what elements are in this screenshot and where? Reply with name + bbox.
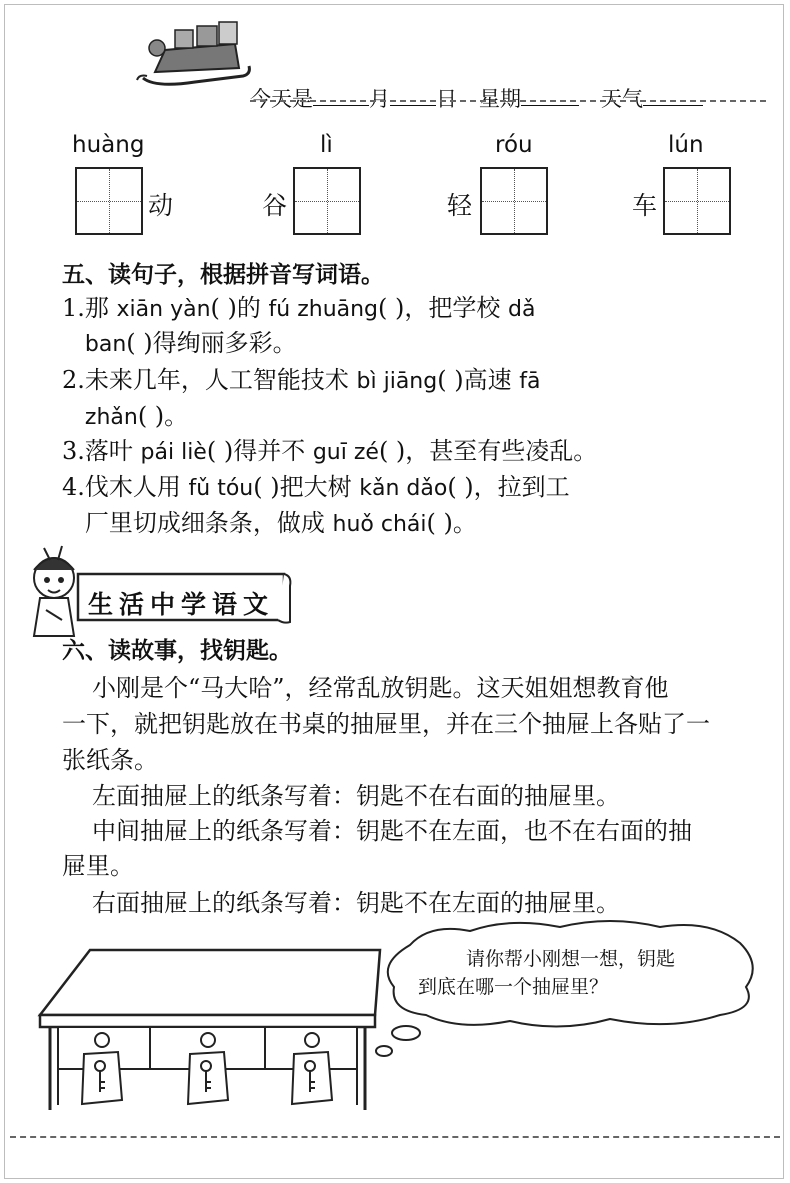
bubble-question-line2: 到底在哪一个抽屉里？ bbox=[418, 976, 609, 998]
header-divider bbox=[250, 100, 766, 102]
footer-divider bbox=[10, 1136, 780, 1138]
story-line: 屉里。 bbox=[62, 852, 134, 880]
given-character: 动 bbox=[148, 191, 174, 220]
month-label: 月 bbox=[369, 87, 390, 111]
sentence-line: 厂里切成细条条，做成 huǒ chái( )。 bbox=[62, 509, 477, 537]
bubble-question-line1: 请你帮小刚想一想，钥匙 bbox=[466, 948, 676, 970]
date-weather-line bbox=[250, 83, 703, 113]
pinyin-label: huàng bbox=[72, 132, 145, 158]
sentence-line: 1.那 xiān yàn( )的 fú zhuāng( )，把学校 dǎ bbox=[62, 294, 536, 322]
writing-box[interactable] bbox=[480, 167, 548, 235]
weekday-blank[interactable] bbox=[521, 87, 579, 106]
day-blank[interactable] bbox=[390, 87, 436, 106]
month-blank[interactable] bbox=[313, 87, 369, 106]
middle-drawer-note[interactable] bbox=[184, 1030, 232, 1110]
weekday-label: 星期 bbox=[479, 87, 521, 111]
story-line: 小刚是个“马大哈”，经常乱放钥匙。这天姐姐想教育他 bbox=[92, 674, 669, 702]
left-drawer-note[interactable] bbox=[78, 1030, 126, 1110]
sleigh-illustration bbox=[135, 20, 255, 90]
sentence-line: 2.未来几年，人工智能技术 bì jiāng( )高速 fā bbox=[62, 366, 541, 394]
pinyin-label: róu bbox=[495, 132, 533, 158]
right-drawer-note[interactable] bbox=[288, 1030, 336, 1110]
sentence-line: 3.落叶 pái liè( )得并不 guī zé( )，甚至有些凌乱。 bbox=[62, 437, 598, 465]
sentence-line: ban( )得绚丽多彩。 bbox=[84, 329, 297, 357]
day-label: 日 bbox=[436, 87, 457, 111]
section-5-title: 五、读句子，根据拼音写词语。 bbox=[62, 262, 384, 288]
given-character: 轻 bbox=[447, 191, 473, 220]
story-line: 左面抽屉上的纸条写着：钥匙不在右面的抽屉里。 bbox=[92, 782, 620, 810]
banner-title: 生活中学语文 bbox=[88, 590, 275, 619]
story-line: 中间抽屉上的纸条写着：钥匙不在左面，也不在右面的抽 bbox=[92, 817, 692, 845]
story-line: 一下，就把钥匙放在书桌的抽屉里，并在三个抽屉上各贴了一 bbox=[62, 710, 710, 738]
sentence-line: 4.伐木人用 fǔ tóu( )把大树 kǎn dǎo( )，拉到工 bbox=[62, 473, 570, 501]
given-character: 车 bbox=[632, 191, 658, 220]
weather-blank[interactable] bbox=[643, 87, 703, 106]
story-line: 右面抽屉上的纸条写着：钥匙不在左面的抽屉里。 bbox=[92, 889, 620, 917]
section-6-title: 六、读故事，找钥匙。 bbox=[62, 638, 292, 664]
weather-label: 天气 bbox=[601, 87, 643, 111]
story-line: 张纸条。 bbox=[62, 746, 158, 774]
pinyin-label: lún bbox=[668, 132, 704, 158]
pinyin-label: lì bbox=[320, 132, 333, 158]
given-character: 谷 bbox=[262, 191, 288, 220]
writing-box[interactable] bbox=[293, 167, 361, 235]
writing-box[interactable] bbox=[663, 167, 731, 235]
sentence-line: zhǎn( )。 bbox=[84, 402, 189, 430]
today-label: 今天是 bbox=[250, 87, 313, 111]
writing-box[interactable] bbox=[75, 167, 143, 235]
